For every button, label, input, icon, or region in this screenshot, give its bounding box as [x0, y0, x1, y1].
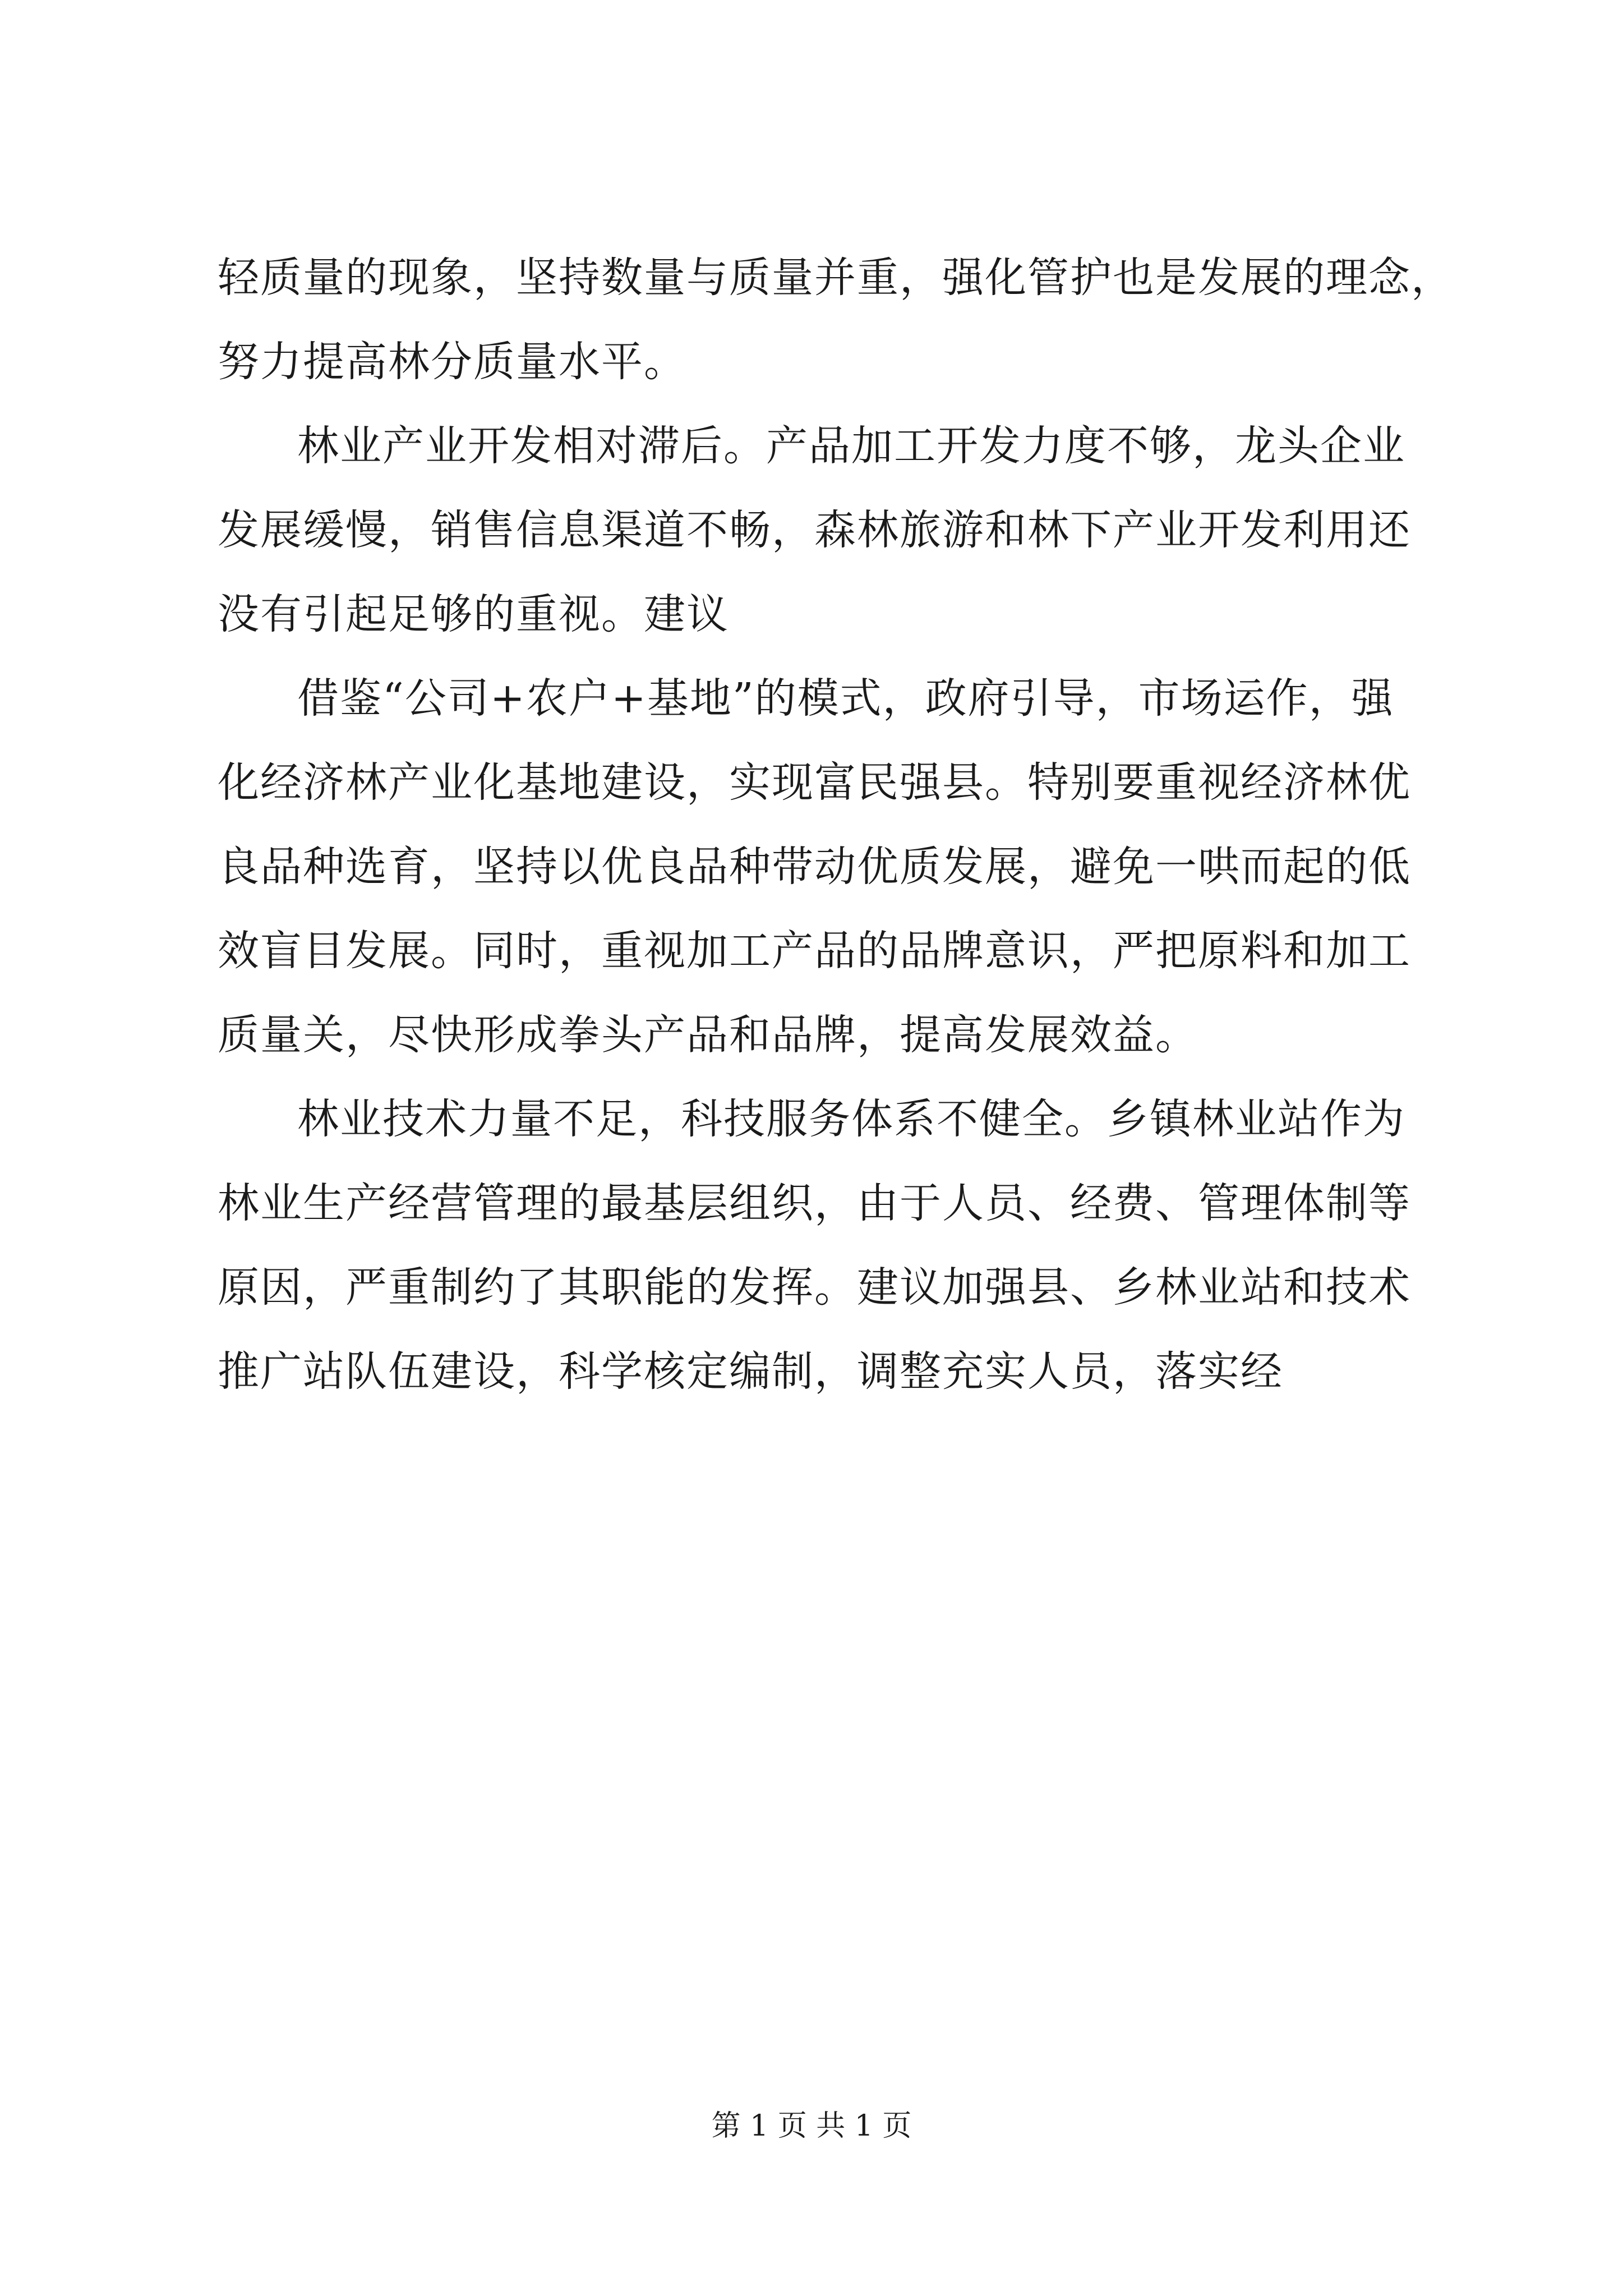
- text-line: 良品种选育，坚持以优良品种带动优质发展，避免一哄而起的低: [218, 843, 1411, 891]
- text-line: 发展缓慢，销售信息渠道不畅，森林旅游和林下产业开发利用还: [218, 506, 1411, 554]
- text-line: 轻质量的现象，坚持数量与质量并重，强化管护也是发展的理念，: [218, 254, 1454, 302]
- paragraph-start-line: 林业产业开发相对滞后。产品加工开发力度不够，龙头企业: [297, 422, 1405, 470]
- page-footer: 第 1 页 共 1 页: [711, 2109, 912, 2143]
- paragraph-start-line: 借鉴“公司+农户+基地”的模式，政府引导，市场运作，强: [297, 674, 1394, 723]
- text-line: 林业生产经营管理的最基层组织，由于人员、经费、管理体制等: [218, 1179, 1411, 1227]
- text-line: 推广站队伍建设，科学核定编制，调整充实人员，落实经: [218, 1347, 1283, 1396]
- text-line: 没有引起足够的重视。建议: [218, 590, 729, 638]
- text-line: 质量关，尽快形成拳头产品和品牌，提高发展效益。: [218, 1011, 1198, 1059]
- text-line: 效盲目发展。同时，重视加工产品的品牌意识，严把原料和加工: [218, 927, 1411, 975]
- text-line: 化经济林产业化基地建设，实现富民强县。特别要重视经济林优: [218, 758, 1411, 807]
- text-line: 原因，严重制约了其职能的发挥。建议加强县、乡林业站和技术: [218, 1263, 1411, 1312]
- paragraph-start-line: 林业技术力量不足，科技服务体系不健全。乡镇林业站作为: [297, 1095, 1405, 1143]
- text-line: 努力提高林分质量水平。: [218, 338, 686, 386]
